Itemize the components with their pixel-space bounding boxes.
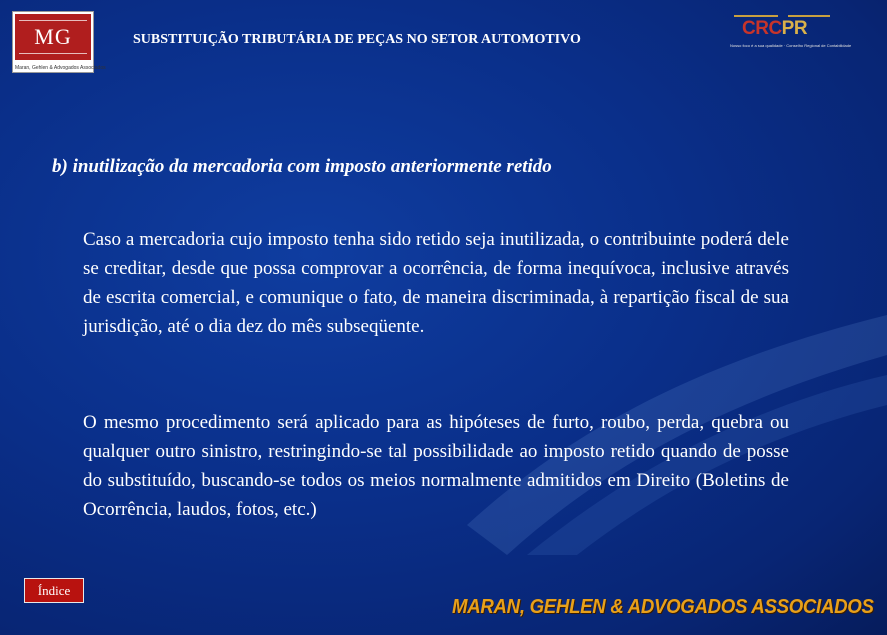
mg-logo-subtitle: Maran, Gehlen & Advogados Associados (15, 65, 106, 71)
crc-logo-name (742, 18, 807, 40)
index-button[interactable]: Índice (24, 578, 84, 603)
slide-heading: b) inutilização da mercadoria com imposto anteriormente retido (52, 156, 552, 177)
crc-logo-crc: CRC (742, 18, 782, 39)
header-title: SUBSTITUIÇÃO TRIBUTÁRIA DE PEÇAS NO SETOR AUTOMOTIVO (133, 32, 581, 47)
crc-logo-pr: PR (781, 18, 808, 39)
firm-name-footer: MARAN, GEHLEN & ADVOGADOS ASSOCIADOS (452, 596, 874, 618)
crc-pr-logo (728, 10, 852, 54)
crc-logo-bar-right (788, 15, 830, 17)
mg-logo-initials: MG (15, 14, 91, 60)
crc-logo-tagline: Nosso foco é a sua qualidade · Conselho Regional de Contabilidade (730, 43, 852, 48)
mg-logo (12, 11, 106, 73)
paragraph-2: O mesmo procedimento será aplicado para as hipóteses de furto, roubo, perda, quebra ou qualquer outro sinistro, restringindo-se tal possibilidade ao imposto retido quando de posse do substituído, buscando-se todos os meios normalmente admitidos em Direito (Boletins de Ocorrência, laudos, fotos, etc.) (83, 412, 789, 520)
crc-logo-bar-left (734, 15, 778, 17)
paragraph-1: Caso a mercadoria cujo imposto tenha sido retido seja inutilizada, o contribuinte poderá dele se creditar, desde que possa comprovar a ocorrência, de forma inequívoca, inclusive através de escrita comercial, e comunique o fato, de maneira discriminada, à repartição fiscal de sua jurisdição, até o dia dez do mês subseqüente. (83, 229, 789, 337)
